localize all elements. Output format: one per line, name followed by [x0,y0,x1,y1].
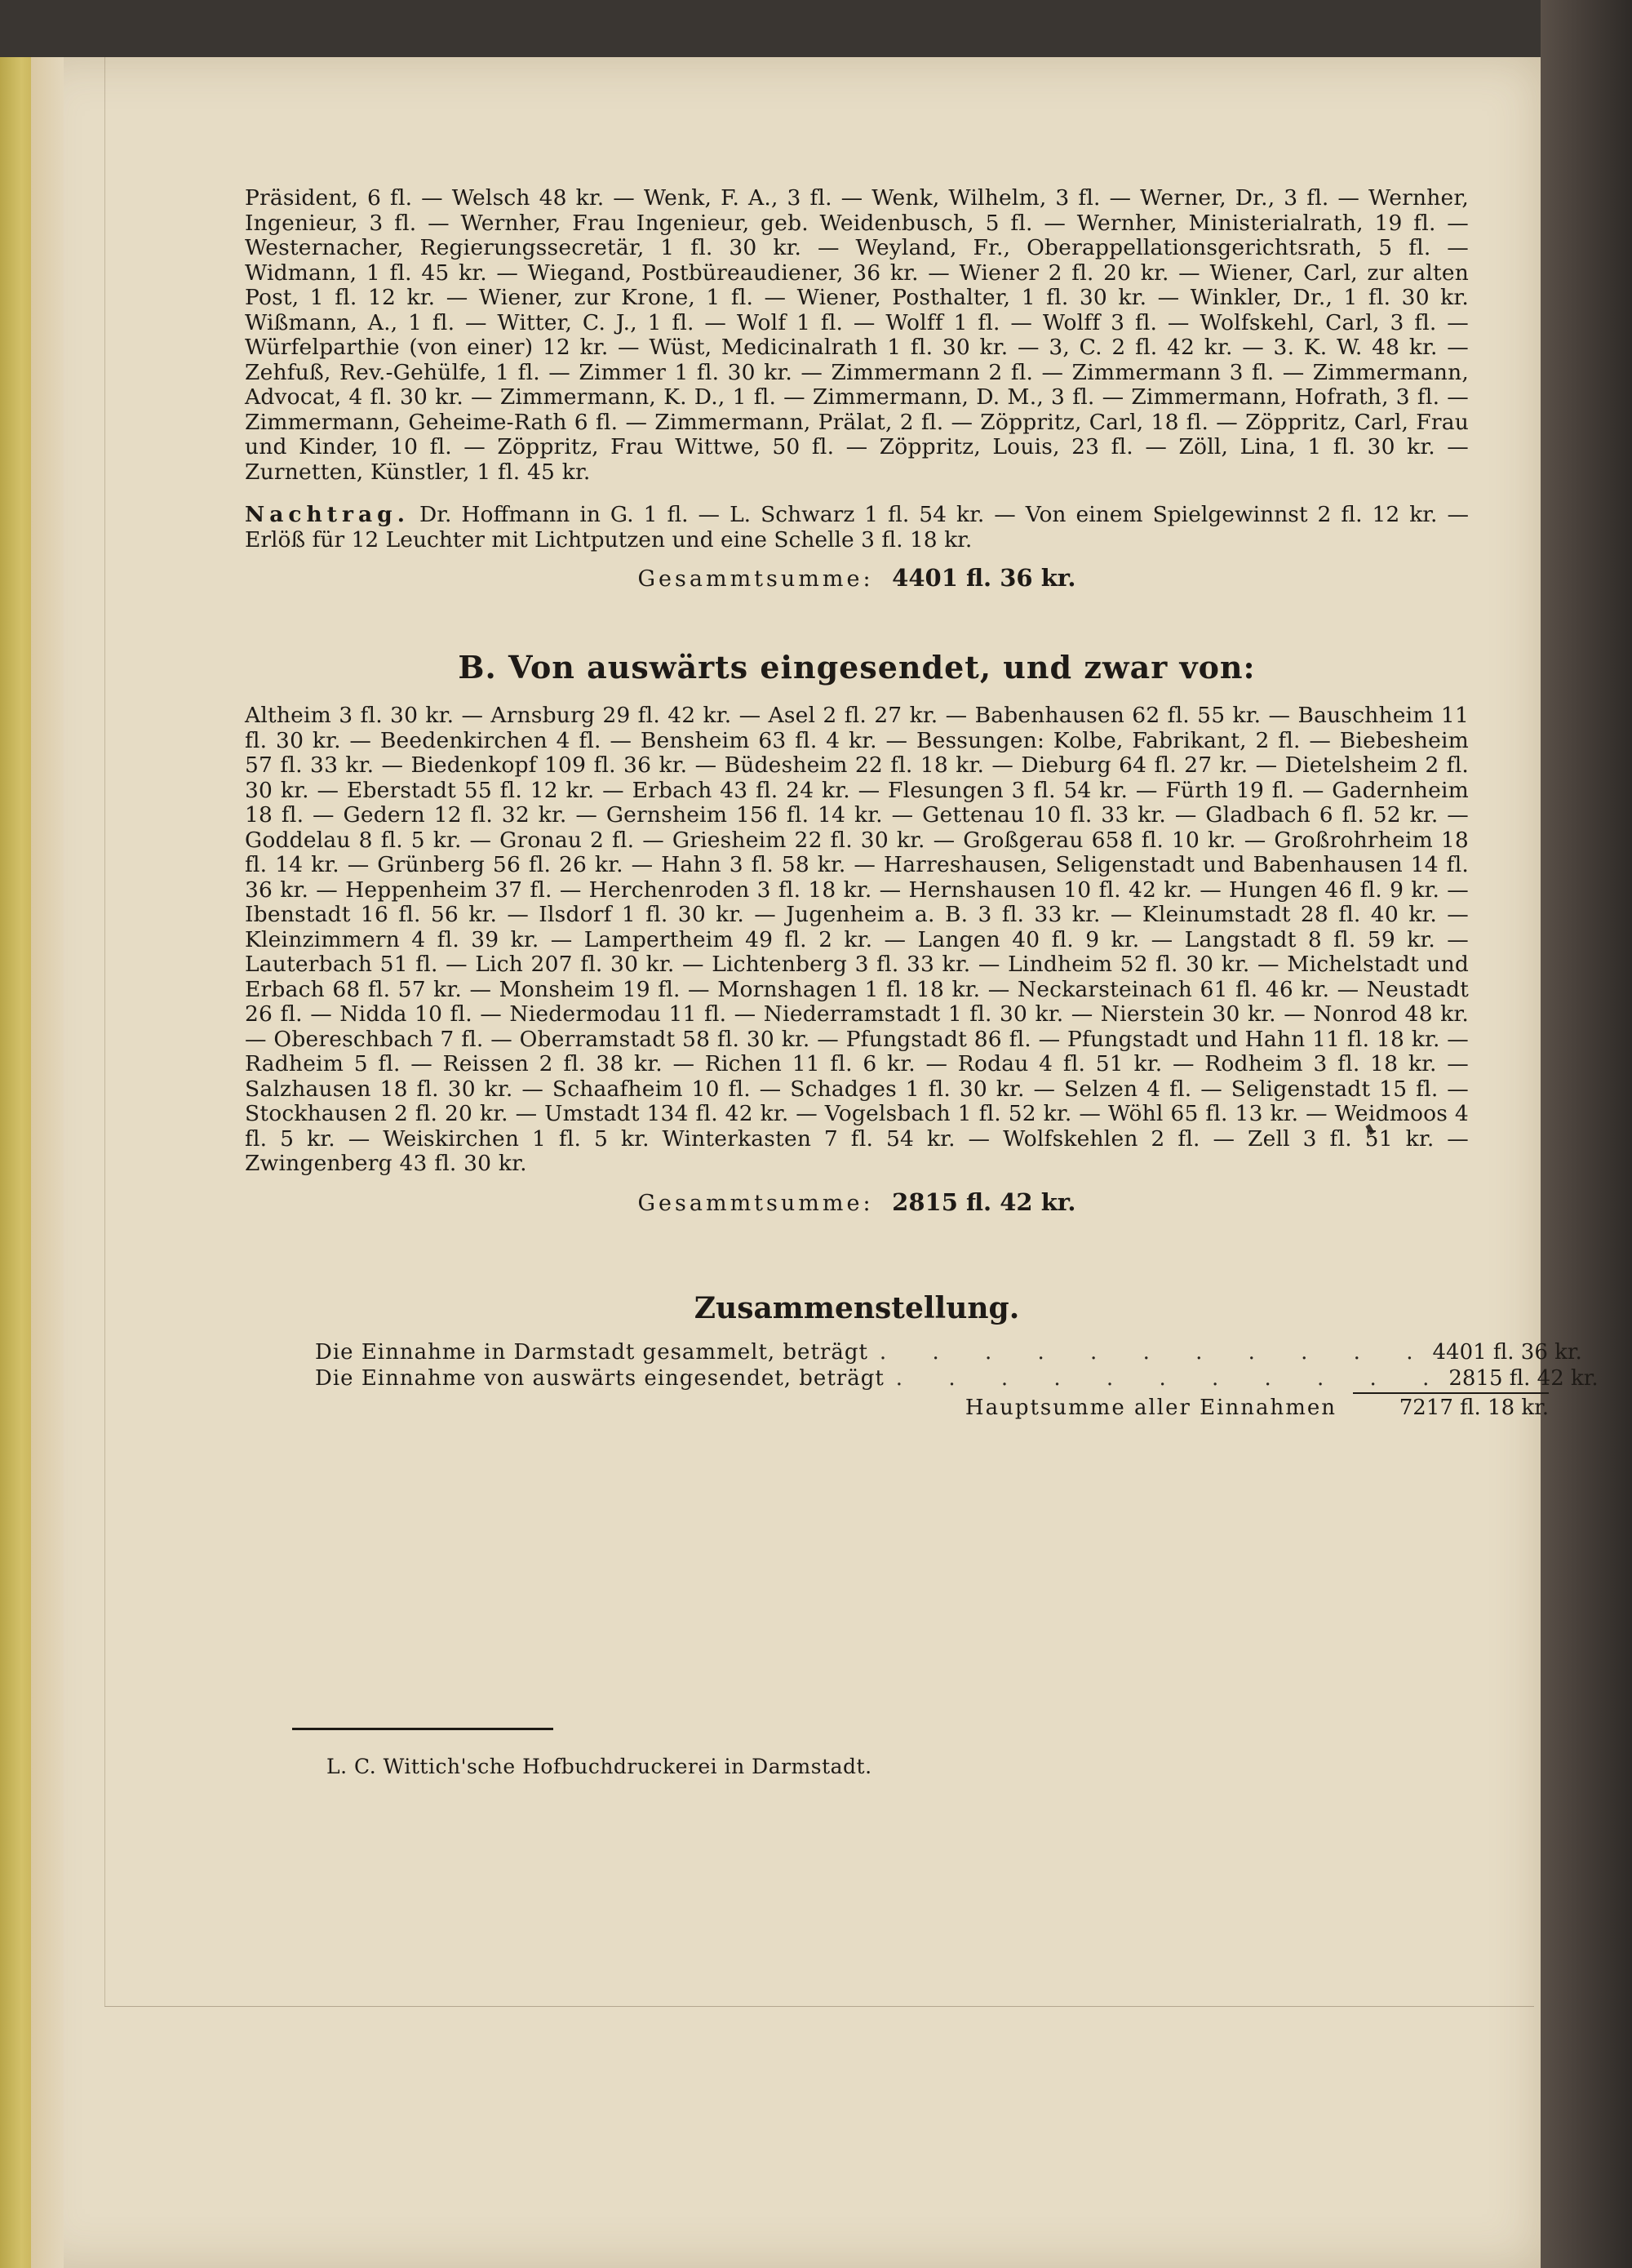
summary-total-label: Hauptsumme aller Einnahmen [965,1395,1337,1420]
summary-total-row [315,1392,1549,1420]
summary-row-amount: 4401 fl. 36 kr. [1432,1339,1582,1365]
summary-row-label: Die Einnahme in Darmstadt gesammelt, beträgt [315,1339,868,1365]
nachtrag-paragraph [245,503,1469,553]
total-label: Gesammtsumme: [637,1190,874,1216]
total-darmstadt [245,564,1469,592]
total-amount: 2815 fl. 42 kr. [892,1187,1076,1216]
total-amount: 4401 fl. 36 kr. [892,564,1076,592]
summary-heading: Zusammenstellung. [694,1290,1020,1325]
section-b-heading: B. Von auswärts eingesendet, und zwar von: [458,649,1256,686]
summary-row [315,1339,1582,1366]
footer-rule [292,1728,553,1730]
total-external [245,1188,1469,1216]
summary-row-label: Die Einnahme von auswärts eingesendet, beträgt [315,1365,885,1391]
summary-table [315,1339,1599,1420]
page-content [245,185,1599,1420]
printer-imprint: L. C. Wittich'sche Hofbuchdruckerei in Darmstadt. [326,1755,872,1778]
donor-list-darmstadt: Präsident, 6 fl. — Welsch 48 kr. — Wenk, F. A., 3 fl. — Wenk, Wilhelm, 3 fl. — Werner, Dr., 3 fl. — Wernher, Ingenieur, 3 fl. — Wernher, Frau Ingenieur, geb. Weidenbusch, 5 fl. — Wernher, Ministerialrath, 19 fl. — Westernacher, Regierungssecretär, 1 fl. 30 kr. — Weyland, Fr., Oberappellationsgerichtsrath, 5 fl. — Widmann, 1 fl. 45 kr. — Wiegand, Postbüreaudiener, 36 kr. — Wiener 2 fl. 20 kr. — Wiener, Carl, zur alten Post, 1 fl. 12 kr. — Wiener, zur Krone, 1 fl. — Wiener, Posthalter, 1 fl. 30 kr. — Winkler, Dr., 1 fl. 30 kr. Wißmann, A., 1 fl. — Witter, C. J., 1 fl. — Wolf 1 fl. — Wolff 1 fl. — Wolff 3 fl. — Wolfskehl, Carl, 3 fl. — Würfelparthie (von einer) 12 kr. — Wüst, Medicinalrath 1 fl. 30 kr. — 3, C. 2 fl. 42 kr. — 3. K. W. 48 kr. — Zehfuß, Rev.-Gehülfe, 1 fl. — Zimmer 1 fl. 30 kr. — Zimmermann 2 fl. — Zimmermann 3 fl. — Zimmermann, Advocat, 4 fl. 30 kr. — Zimmermann, K. D., 1 fl. — Zimmermann, D. M., 3 fl. — Zimmermann, Hofrath, 3 fl. — Zimmermann, Geheime-Rath 6 fl. — Zimmermann, Prälat, 2 fl. — Zöppritz, Carl, 18 fl. — Zöppritz, Carl, Frau und Kinder, 10 fl. — Zöppritz, Frau Wittwe, 50 fl. — Zöppritz, Louis, 23 fl. — Zöll, Lina, 1 fl. 30 kr. — Zurnetten, Künstler, 1 fl. 45 kr. [245,185,1469,485]
donor-list-external: Altheim 3 fl. 30 kr. — Arnsburg 29 fl. 42 kr. — Asel 2 fl. 27 kr. — Babenhausen 62 fl. 55 kr. — Bauschheim 11 fl. 30 kr. — Beedenkirchen 4 fl. — Bensheim 63 fl. 4 kr. — Bessungen: Kolbe, Fabrikant, 2 fl. — Biebesheim 57 fl. 33 kr. — Biedenkopf 109 fl. 36 kr. — Büdesheim 22 fl. 18 kr. — Dieburg 64 fl. 27 kr. — Dietelsheim 2 fl. 30 kr. — Eberstadt 55 fl. 12 kr. — Erbach 43 fl. 24 kr. — Flesungen 3 fl. 54 kr. — Fürth 19 fl. — Gadernheim 18 fl. — Gedern 12 fl. 32 kr. — Gernsheim 156 fl. 14 kr. — Gettenau 10 fl. 33 kr. — Gladbach 6 fl. 52 kr. — Goddelau 8 fl. 5 kr. — Gronau 2 fl. — Griesheim 22 fl. 30 kr. — Großgerau 658 fl. 10 kr. — Großrohrheim 18 fl. 14 kr. — Grünberg 56 fl. 26 kr. — Hahn 3 fl. 58 kr. — Harreshausen, Seligenstadt und Babenhausen 14 fl. 36 kr. — Heppenheim 37 fl. — Herchenroden 3 fl. 18 kr. — Hernshausen 10 fl. 42 kr. — Hungen 46 fl. 9 kr. — Ibenstadt 16 fl. 56 kr. — Ilsdorf 1 fl. 30 kr. — Jugenheim a. B. 3 fl. 33 kr. — Kleinumstadt 28 fl. 40 kr. — Kleinzimmern 4 fl. 39 kr. — Lampertheim 49 fl. 2 kr. — Langen 40 fl. 9 kr. — Langstadt 8 fl. 59 kr. — Lauterbach 51 fl. — Lich 207 fl. 30 kr. — Lichtenberg 3 fl. 33 kr. — Lindheim 52 fl. 30 kr. — Michelstadt und Erbach 68 fl. 57 kr. — Monsheim 19 fl. — Mornshagen 1 fl. 18 kr. — Neckarsteinach 61 fl. 46 kr. — Neustadt 26 fl. — Nidda 10 fl. — Niedermodau 11 fl. — Niederramstadt 1 fl. 30 kr. — Nierstein 30 kr. — Nonrod 48 kr. — Obereschbach 7 fl. — Oberramstadt 58 fl. 30 kr. — Pfungstadt 86 fl. — Pfungstadt und Hahn 11 fl. 18 kr. — Radheim 5 fl. — Reissen 2 fl. 38 kr. — Richen 11 fl. 6 kr. — Rodau 4 fl. 51 kr. — Rodheim 3 fl. 18 kr. — Salzhausen 18 fl. 30 kr. — Schaafheim 10 fl. — Schadges 1 fl. 30 kr. — Selzen 4 fl. — Seligenstadt 15 fl. — Stockhausen 2 fl. 20 kr. — Umstadt 134 fl. 42 kr. — Vogelsbach 1 fl. 52 kr. — Wöhl 65 fl. 13 kr. — Weidmoos 4 fl. 5 kr. — Weiskirchen 1 fl. 5 kr. Winterkasten 7 fl. 54 kr. — Wolfskehlen 2 fl. — Zell 3 fl. 51 kr. — Zwingenberg 43 fl. 30 kr. [245,703,1469,1176]
nachtrag-text: Dr. Hoffmann in G. 1 fl. — L. Schwarz 1 fl. 54 kr. — Von einem Spielgewinnst 2 fl. 12 kr. — Erlöß für 12 Leuchter mit Lichtputzen und eine Schelle 3 fl. 18 kr. [245,502,1469,553]
leader-dots: . . . . . . . . . . . [879,1339,1433,1365]
page-stack-edge [31,57,64,2268]
page-margin-line [104,57,105,2006]
summary-row-amount: 2815 fl. 42 kr. [1448,1365,1599,1391]
nachtrag-label: Nachtrag. [245,502,410,527]
page-bottom-line [104,2006,1534,2007]
facing-page-edge [1541,0,1632,2268]
summary-row [315,1365,1599,1392]
total-label: Gesammtsumme: [637,566,874,592]
summary-total-amount: 7217 fl. 18 kr. [1353,1392,1549,1420]
leader-dots: . . . . . . . . . . . [895,1365,1449,1391]
